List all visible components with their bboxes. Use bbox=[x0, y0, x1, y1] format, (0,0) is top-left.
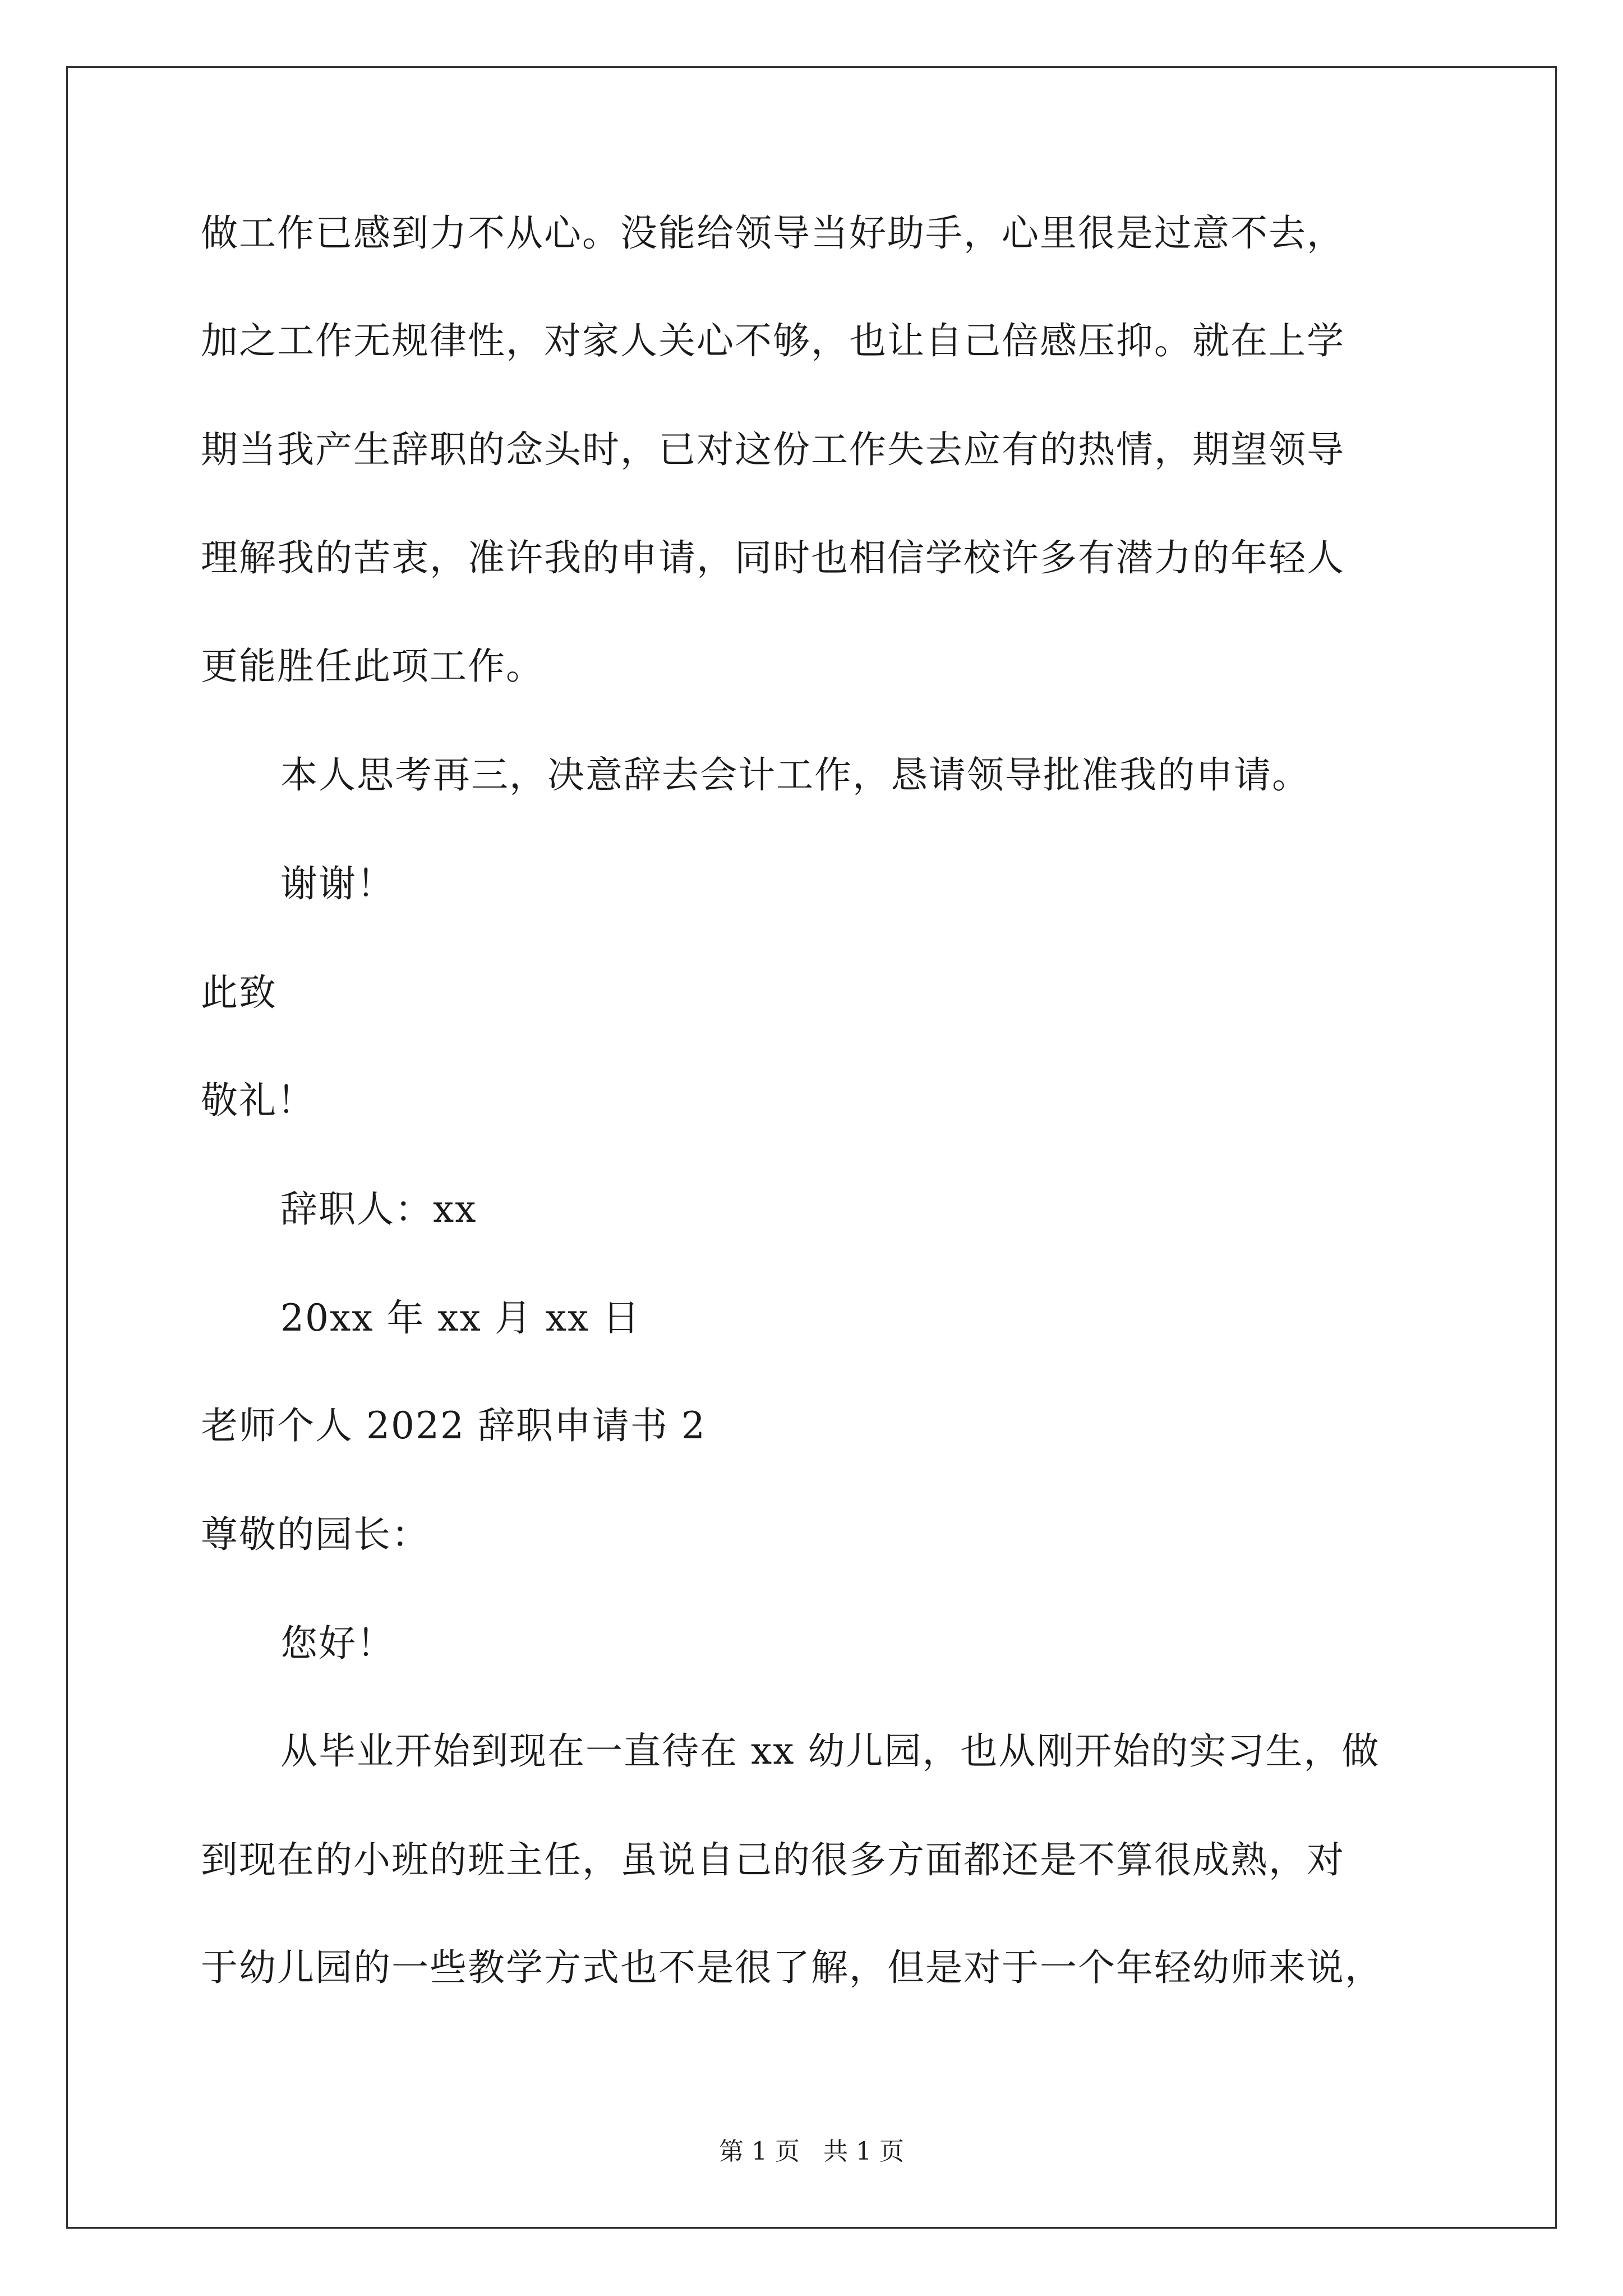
section-title: 老师个人 2022 辞职申请书 2 bbox=[201, 1404, 706, 1447]
paragraph-line: 做工作已感到力不从心。没能给领导当好助手，心里很是过意不去， bbox=[201, 211, 1345, 255]
addressee-line: 尊敬的园长： bbox=[201, 1513, 430, 1556]
paragraph-line: 本人思考再三，决意辞去会计工作，恳请领导批准我的申请。 bbox=[280, 753, 1310, 797]
paragraph-line: 加之工作无规律性，对家人关心不够，也让自己倍感压抑。就在上学 bbox=[201, 319, 1345, 362]
paragraph-line: 到现在的小班的班主任，虽说自己的很多方面都还是不算很成熟，对 bbox=[201, 1838, 1345, 1881]
page-border bbox=[66, 66, 1557, 2229]
date-line: 20xx 年 xx 月 xx 日 bbox=[280, 1296, 641, 1340]
greeting-line: 您好！ bbox=[280, 1622, 395, 1665]
closing-line: 此致 bbox=[201, 971, 277, 1014]
salutation-line: 敬礼！ bbox=[201, 1079, 315, 1122]
page-footer: 第 1 页 共 1 页 bbox=[719, 2137, 904, 2166]
paragraph-line: 于幼儿园的一些教学方式也不是很了解，但是对于一个年轻幼师来说， bbox=[201, 1946, 1383, 1989]
thanks-line: 谢谢！ bbox=[280, 862, 395, 905]
paragraph-line: 理解我的苦衷，准许我的申请，同时也相信学校许多有潜力的年轻人 bbox=[201, 536, 1345, 579]
paragraph-line: 从毕业开始到现在一直待在 xx 幼儿园，也从刚开始的实习生，做 bbox=[280, 1729, 1380, 1773]
paragraph-line: 更能胜任此项工作。 bbox=[201, 645, 544, 688]
paragraph-line: 期当我产生辞职的念头时，已对这份工作失去应有的热情，期望领导 bbox=[201, 428, 1345, 471]
signature-line: 辞职人：xx bbox=[280, 1188, 477, 1231]
